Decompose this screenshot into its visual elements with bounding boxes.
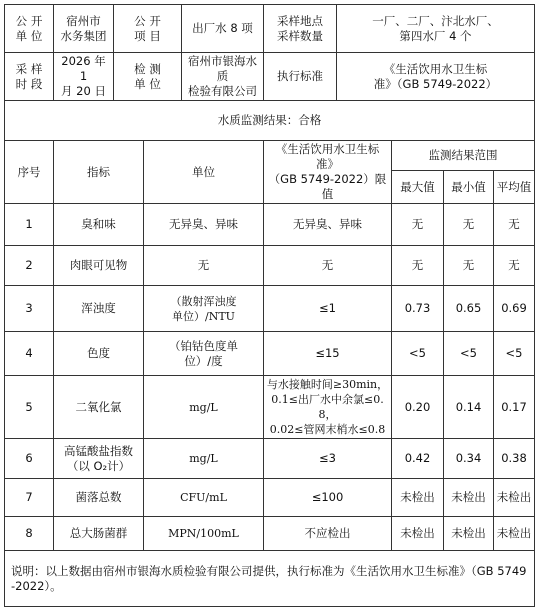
- table-row: [5, 517, 535, 551]
- h-standard-label: 执行标准: [264, 53, 337, 101]
- row-max: 未检出: [392, 517, 444, 551]
- h-project-value: 出厂水 8 项: [182, 5, 264, 53]
- row-item: 肉眼可见物: [54, 246, 144, 286]
- row-item: 总大肠菌群: [54, 517, 144, 551]
- row-no: 3: [5, 286, 54, 332]
- row-max: 0.42: [392, 439, 444, 479]
- result-text: 水质监测结果：合格: [5, 101, 535, 141]
- row-limit: ≤15: [264, 332, 392, 376]
- row-no: 1: [5, 204, 54, 246]
- row-limit: 无: [264, 246, 392, 286]
- row-unit: mg/L: [144, 439, 264, 479]
- h-publisher-label: 公 开 单 位: [5, 5, 54, 53]
- col-item: 指标: [54, 141, 144, 204]
- table-row: [5, 286, 535, 332]
- h-project-label: 公 开 项 目: [114, 5, 182, 53]
- row-no: 5: [5, 376, 54, 439]
- table-row: [5, 246, 535, 286]
- col-min: 最小值: [444, 171, 494, 204]
- row-avg: 0.69: [494, 286, 535, 332]
- note-text: 说明：以上数据由宿州市银海水质检验有限公司提供，执行标准为《生活饮用水卫生标准》（GB 5749-2022）。: [5, 551, 535, 607]
- row-min: 0.65: [444, 286, 494, 332]
- water-quality-table: [4, 4, 535, 607]
- row-min: 未检出: [444, 479, 494, 517]
- row-max: 无: [392, 204, 444, 246]
- row-avg: 0.38: [494, 439, 535, 479]
- row-no: 6: [5, 439, 54, 479]
- row-limit: 无异臭、异味: [264, 204, 392, 246]
- row-max: 0.20: [392, 376, 444, 439]
- row-min: 无: [444, 204, 494, 246]
- row-avg: 0.17: [494, 376, 535, 439]
- row-max: 未检出: [392, 479, 444, 517]
- row-max: 无: [392, 246, 444, 286]
- col-max: 最大值: [392, 171, 444, 204]
- row-avg: 未检出: [494, 479, 535, 517]
- result-row: [5, 101, 535, 141]
- row-limit: ≤3: [264, 439, 392, 479]
- col-no: 序号: [5, 141, 54, 204]
- col-unit: 单位: [144, 141, 264, 204]
- table-row: [5, 332, 535, 376]
- row-item: 高锰酸盐指数 （以 O₂计）: [54, 439, 144, 479]
- row-no: 2: [5, 246, 54, 286]
- row-unit: 无: [144, 246, 264, 286]
- col-header-row-1: [5, 141, 535, 171]
- h-sampling-label: 采样地点 采样数量: [264, 5, 337, 53]
- row-unit: 无异臭、异味: [144, 204, 264, 246]
- data-rows: [5, 204, 535, 551]
- row-item: 色度: [54, 332, 144, 376]
- col-limit: 《生活饮用水卫生标准》 （GB 5749-2022）限值: [264, 141, 392, 204]
- h-publisher-value: 宿州市 水务集团: [54, 5, 114, 53]
- row-unit: （铂钴色度单 位）/度: [144, 332, 264, 376]
- row-no: 4: [5, 332, 54, 376]
- row-unit: （散射浑浊度 单位）/NTU: [144, 286, 264, 332]
- h-period-value: 2026 年 1 月 20 日: [54, 53, 114, 101]
- table-row: [5, 479, 535, 517]
- row-unit: CFU/mL: [144, 479, 264, 517]
- table-row: [5, 204, 535, 246]
- row-item: 二氧化氯: [54, 376, 144, 439]
- row-avg: 无: [494, 204, 535, 246]
- row-avg: 未检出: [494, 517, 535, 551]
- note-row: [5, 551, 535, 607]
- row-max: <5: [392, 332, 444, 376]
- row-unit: mg/L: [144, 376, 264, 439]
- row-max: 0.73: [392, 286, 444, 332]
- row-avg: 无: [494, 246, 535, 286]
- row-limit: 与水接触时间≥30min， 0.1≤出厂水中余氯≤0.8， 0.02≤管网末梢水≤0.8: [264, 376, 392, 439]
- row-min: 无: [444, 246, 494, 286]
- row-no: 7: [5, 479, 54, 517]
- table-row: [5, 376, 535, 439]
- header-row-1: [5, 5, 535, 53]
- row-min: 0.34: [444, 439, 494, 479]
- row-limit: ≤100: [264, 479, 392, 517]
- row-item: 浑浊度: [54, 286, 144, 332]
- row-min: 未检出: [444, 517, 494, 551]
- row-item: 臭和味: [54, 204, 144, 246]
- row-no: 8: [5, 517, 54, 551]
- row-unit: MPN/100mL: [144, 517, 264, 551]
- h-lab-value: 宿州市银海水质 检验有限公司: [182, 53, 264, 101]
- h-standard-value: 《生活饮用水卫生标 准》（GB 5749-2022）: [337, 53, 535, 101]
- h-period-label: 采 样 时 段: [5, 53, 54, 101]
- col-avg: 平均值: [494, 171, 535, 204]
- row-avg: <5: [494, 332, 535, 376]
- table-row: [5, 439, 535, 479]
- row-item: 菌落总数: [54, 479, 144, 517]
- header-row-2: [5, 53, 535, 101]
- col-range: 监测结果范围: [392, 141, 535, 171]
- row-limit: ≤1: [264, 286, 392, 332]
- row-min: 0.14: [444, 376, 494, 439]
- h-sampling-value: 一厂、二厂、汴北水厂、 第四水厂 4 个: [337, 5, 535, 53]
- row-min: <5: [444, 332, 494, 376]
- h-lab-label: 检 测 单 位: [114, 53, 182, 101]
- row-limit: 不应检出: [264, 517, 392, 551]
